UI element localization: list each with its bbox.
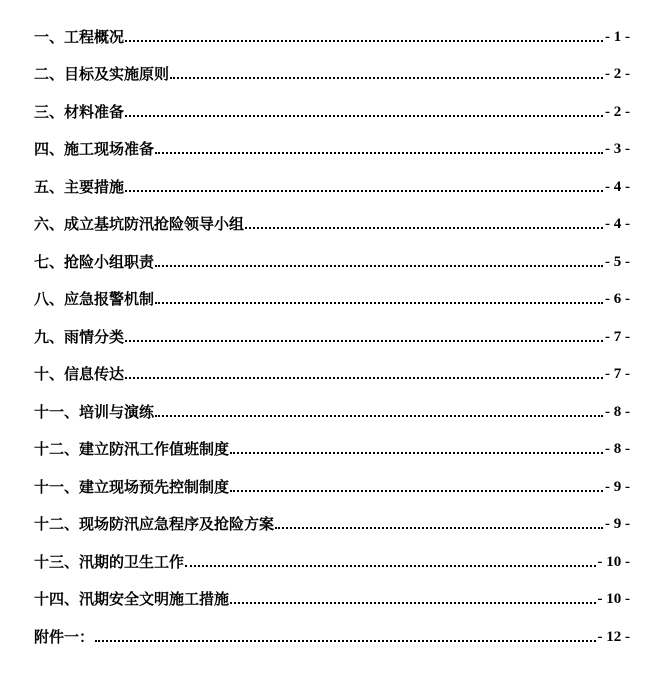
toc-entry[interactable] [34,346,630,384]
toc-dot-leader [155,415,603,417]
toc-entry[interactable] [34,158,630,196]
toc-dot-leader [275,527,603,529]
toc-entry[interactable] [34,421,630,459]
toc-dot-leader [230,490,603,492]
toc-dot-leader [155,152,603,154]
toc-entry[interactable] [34,121,630,159]
toc-entry-title: 五、主要措施 [34,177,125,196]
toc-entry-page: - 10 - [597,591,630,607]
toc-entry[interactable] [34,271,630,309]
toc-dot-leader [155,302,603,304]
toc-entry-page: - 3 - [605,141,630,157]
toc-entry-title: 三、材料准备 [34,102,125,121]
toc-entry-title: 九、雨情分类 [34,327,125,346]
toc-entry-page: - 7 - [605,366,630,382]
toc-entry[interactable] [34,571,630,609]
toc-entry[interactable] [34,458,630,496]
toc-entry[interactable] [34,83,630,121]
toc-entry-title: 附件一： [34,627,95,646]
toc-entry-page: - 10 - [597,553,630,570]
toc-entry-page: - 1 - [605,28,630,45]
toc-dot-leader [125,190,603,192]
toc-dot-leader [125,340,603,342]
table-of-contents [34,8,630,646]
toc-entry-page: - 7 - [605,328,630,345]
toc-dot-leader [230,602,595,604]
toc-entry[interactable] [34,608,630,646]
toc-entry[interactable] [34,196,630,234]
toc-entry-page: - 8 - [605,403,630,420]
toc-entry-page: - 5 - [605,253,630,270]
toc-dot-leader [155,265,603,267]
toc-entry-title: 十二、现场防汛应急程序及抢险方案 [34,515,275,533]
toc-entry-title: 十四、汛期安全文明施工措施 [34,590,230,608]
toc-entry-page: - 2 - [605,103,630,120]
toc-entry-page: - 9 - [605,478,630,495]
toc-dot-leader [230,452,603,454]
toc-entry-title: 八、应急报警机制 [34,290,155,308]
toc-dot-leader [125,40,603,42]
toc-entry-title: 六、成立基坑防汛抢险领导小组 [34,215,245,233]
toc-entry-page: - 4 - [605,216,630,232]
toc-entry-title: 二、目标及实施原则 [34,65,170,83]
toc-entry[interactable] [34,533,630,571]
toc-entry-title: 十三、汛期的卫生工作 [34,552,185,571]
toc-entry[interactable] [34,496,630,534]
toc-entry[interactable] [34,233,630,271]
toc-entry-title: 十二、建立防汛工作值班制度 [34,440,230,458]
toc-entry-page: - 9 - [605,516,630,532]
toc-entry[interactable] [34,8,630,46]
toc-entry-title: 十、信息传达 [34,365,125,383]
toc-entry-title: 十一、培训与演练 [34,402,155,421]
toc-entry[interactable] [34,308,630,346]
toc-entry-page: - 2 - [605,66,630,82]
toc-dot-leader [245,227,603,229]
toc-entry[interactable] [34,46,630,84]
toc-dot-leader [170,77,603,79]
toc-dot-leader [95,640,595,642]
toc-entry-title: 七、抢险小组职责 [34,252,155,271]
toc-entry-page: - 6 - [605,291,630,307]
toc-entry-title: 四、施工现场准备 [34,140,155,158]
toc-entry-page: - 4 - [605,178,630,195]
toc-entry-title: 一、工程概况 [34,27,125,46]
toc-entry-title: 十一、建立现场预先控制制度 [34,477,230,496]
toc-entry[interactable] [34,383,630,421]
toc-dot-leader [185,565,595,567]
toc-entry-page: - 8 - [605,441,630,457]
toc-dot-leader [125,377,603,379]
toc-entry-page: - 12 - [597,628,630,645]
toc-dot-leader [125,115,603,117]
